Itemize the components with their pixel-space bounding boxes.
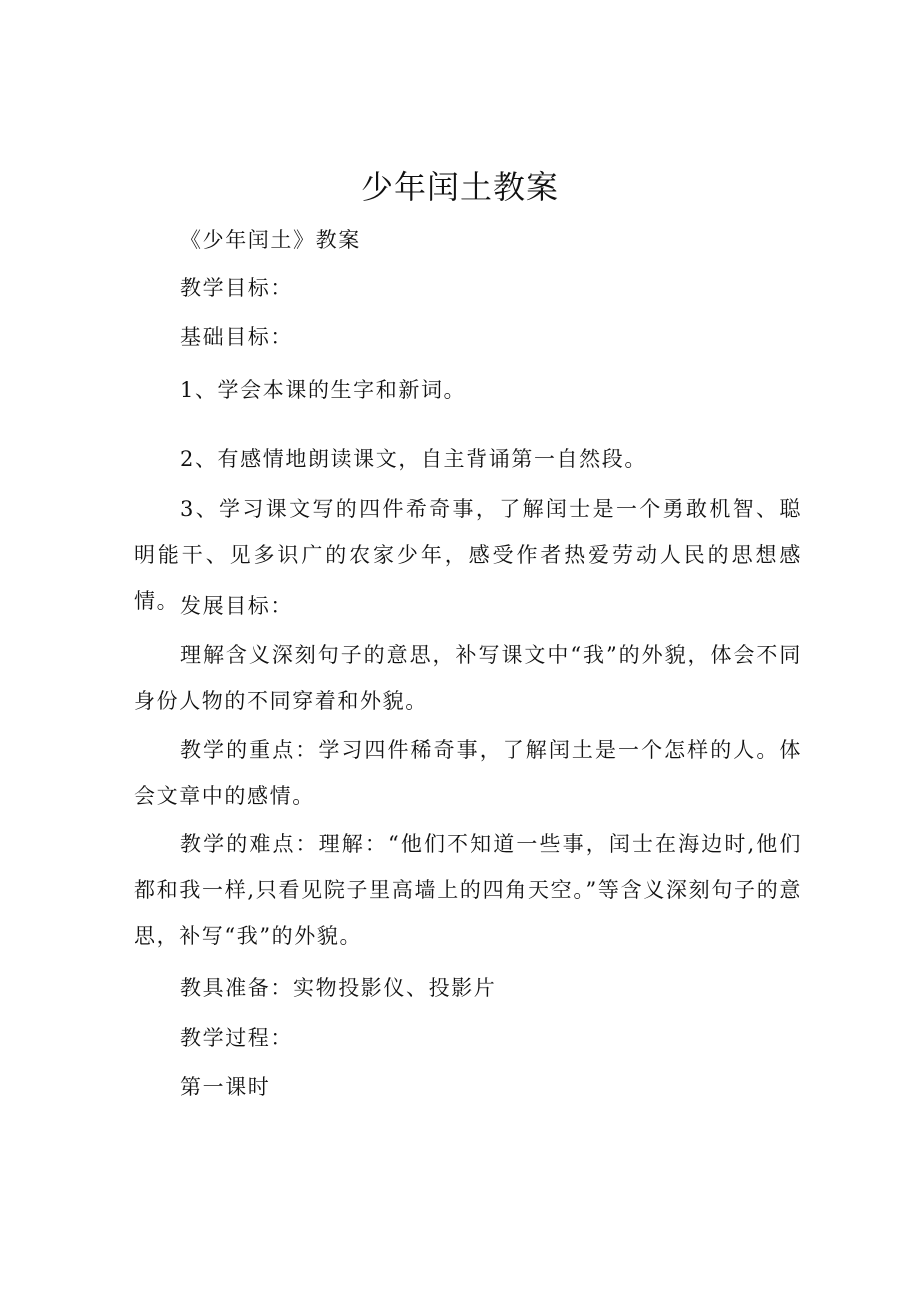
document-title: 少年闰土教案 (360, 168, 559, 206)
paragraph-development-goals: 发展目标： (180, 594, 293, 618)
paragraph-first-lesson: 第一课时 (180, 1075, 271, 1099)
paragraph-teaching-process: 教学过程： (180, 1026, 293, 1050)
paragraph-development-detail: 理解含义深刻句子的意思，补写课文中“我”的外貌，体会不同身份人物的不同穿着和外貌。 (134, 643, 802, 713)
paragraph-key-points: 教学的重点：学习四件稀奇事，了解闰土是一个怎样的人。体会文章中的感情。 (134, 738, 802, 808)
paragraph-teaching-goals: 教学目标： (180, 276, 293, 300)
paragraph-goal-3: 3、学习课文写的四件希奇事，了解闰士是一个勇敢机智、聪明能干、见多识广的农家少年，感受作者热爱劳动人民的思想感情。 (134, 497, 802, 613)
paragraph-basic-goals: 基础目标： (180, 325, 293, 349)
paragraph-lesson-heading: 《少年闰土》教案 (180, 228, 361, 252)
paragraph-teaching-aids: 教具准备：实物投影仪、投影片 (180, 976, 497, 1000)
paragraph-goal-2: 2、有感情地朗读课文，自主背诵第一自然段。 (180, 447, 647, 471)
paragraph-goal-1: 1、学会本课的生字和新词。 (180, 378, 467, 402)
paragraph-difficult-points: 教学的难点：理解：“他们不知道一些事，闰士在海边时,他们都和我一样,只看见院子里高墙上的四角天空。”等含义深刻句子的意思，补写“我”的外貌。 (134, 832, 802, 948)
